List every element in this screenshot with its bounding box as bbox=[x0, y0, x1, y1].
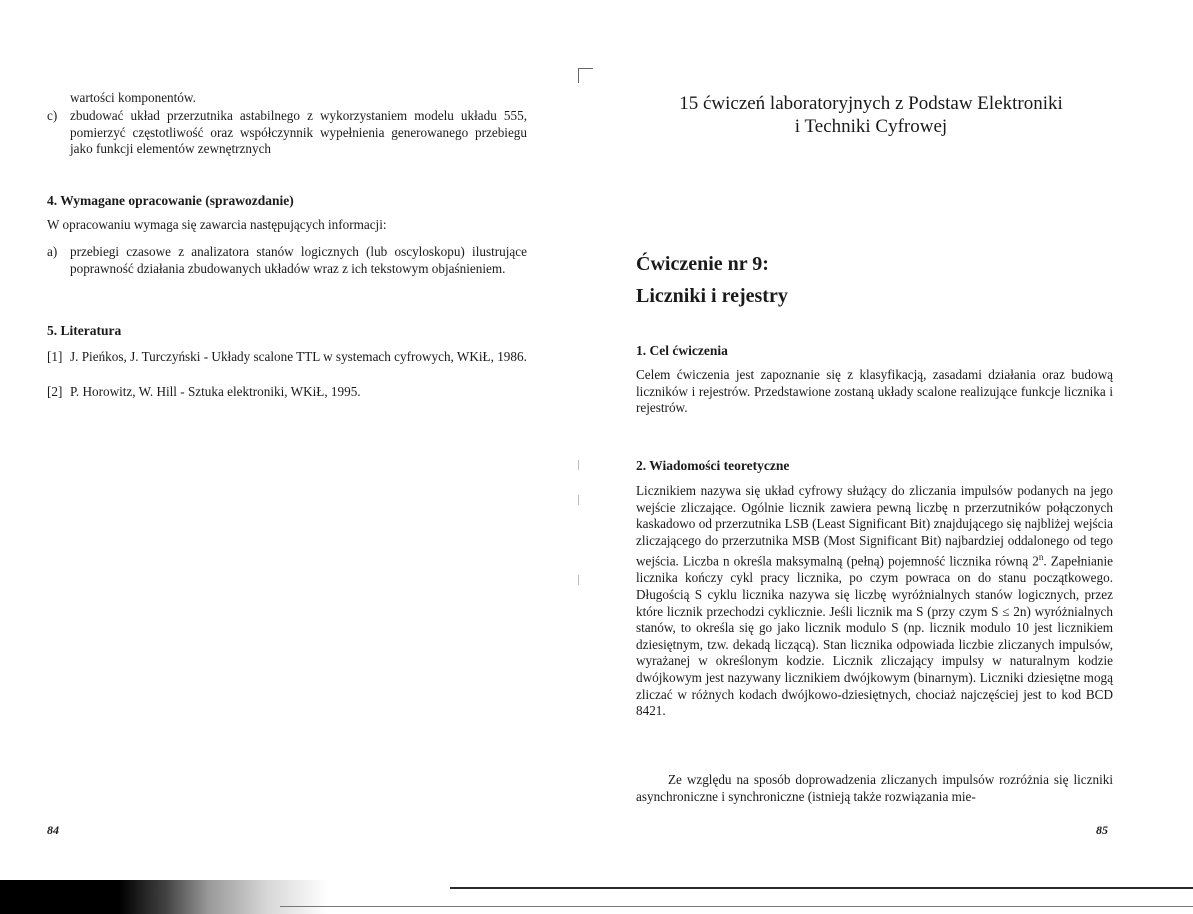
literature-marker: [2] bbox=[47, 384, 63, 399]
literature-text: J. Pieńkos, J. Turczyński - Układy scalone TTL w systemach cyfrowych, WKiŁ, 1986. bbox=[70, 349, 527, 364]
fold-mark bbox=[578, 68, 593, 83]
book-title-line-1: 15 ćwiczeń laboratoryjnych z Podstaw Elektroniki bbox=[679, 93, 1063, 114]
section-2-paragraph-2: Ze względu na sposób doprowadzenia zliczanych impulsów rozróżnia się liczniki asynchroniczne i synchroniczne (istnieją także rozwiązania mie- bbox=[636, 772, 1113, 804]
section-4-heading: 4. Wymagane opracowanie (sprawozdanie) bbox=[47, 193, 294, 208]
section-5-heading: 5. Literatura bbox=[47, 323, 122, 338]
section-2-heading: 2. Wiadomości teoretyczne bbox=[636, 458, 790, 473]
right-page bbox=[596, 0, 1193, 914]
literature-item-1 bbox=[47, 349, 527, 383]
fold-dot bbox=[578, 460, 579, 470]
section-2-paragraph-1 bbox=[636, 483, 1113, 720]
list-item-text: przebiegi czasowe z analizatora stanów logicznych (lub oscyloskopu) ilustrujące poprawność działania zbudowanych układów wraz z ich tekstowym objaśnieniem. bbox=[70, 244, 527, 276]
scan-shadow bbox=[0, 880, 596, 914]
book-title bbox=[636, 92, 1106, 138]
fold-dot bbox=[578, 575, 579, 585]
fold-dot bbox=[578, 495, 579, 505]
paragraph-text: Licznikiem nazywa się układ cyfrowy służący do zliczania impulsów podanych na jego wejście zliczające. Ogólnie licznik zawiera pewną liczbę n przerzutników połączonych kaskadowo od przerzutnika LSB (Least Significant Bit) znajdującego się najbliżej wejścia zliczającego do przerzutnika MSB (Most Significant Bit) najbardziej oddalonego od tego wejścia. Liczba n określa maksymalną (pełną) pojemność licznika równą 2 bbox=[636, 483, 1113, 569]
book-title-line-2: i Techniki Cyfrowej bbox=[794, 116, 948, 137]
list-item-a bbox=[47, 244, 527, 296]
left-page bbox=[0, 0, 596, 914]
literature-text: P. Horowitz, W. Hill - Sztuka elektroniki, WKiŁ, 1995. bbox=[70, 384, 361, 399]
exercise-title-line-2: Liczniki i rejestry bbox=[636, 285, 788, 307]
scan-edge-line bbox=[450, 887, 1193, 889]
scan-edge-line bbox=[280, 906, 1193, 907]
literature-marker: [1] bbox=[47, 349, 63, 364]
section-1-text: Celem ćwiczenia jest zapoznanie się z klasyfikacją, zasadami działania oraz budową liczników i rejestrów. Przedstawione zostaną układy scalone realizujące funkcje licznika i rejestrów. bbox=[636, 367, 1113, 416]
list-item-c bbox=[47, 108, 527, 160]
paragraph-text: . Zapełnianie licznika kończy cykl pracy licznika, po czym powraca on do stanu początkowego. Długością S cyklu licznika nazywa się liczbę wyróżnialnych stanów logicznych, przez które licznik przechodzi cyklicznie. Jeśli licznik ma S (przy czym S ≤ 2n) wyróżnialnych stanów, to określa się go jako licznik modulo S (np. licznik modulo 10 jest licznikiem dziesiętnym, tzw. dekadą liczącą). Stan licznika odpowiada liczbie zliczanych impulsów, wyrażanej w określonym kodzie. Licznik zliczający impulsy w naturalnym kodzie dwójkowym jest nazywany licznikiem dwójkowym (binarnym). Liczniki dziesiętne mogą zliczać w różnych kodach dwójkowo-dziesiętnych, chociaż najczęściej jest to kod BCD 8421. bbox=[636, 553, 1113, 719]
exercise-title bbox=[636, 252, 1116, 308]
list-marker: c) bbox=[47, 108, 58, 123]
continuation-line: wartości komponentów. bbox=[70, 90, 196, 105]
list-item-text: zbudować układ przerzutnika astabilnego z wykorzystaniem modelu układu 555, pomierzyć częstotliwość oraz współczynnik wypełnienia generowanego przebiegu jako funkcji elementów zewnętrznych bbox=[70, 108, 527, 157]
list-marker: a) bbox=[47, 244, 58, 259]
section-1-heading: 1. Cel ćwiczenia bbox=[636, 343, 728, 358]
superscript-n: n bbox=[1038, 552, 1044, 563]
page-number-right: 85 bbox=[1096, 823, 1108, 837]
page-number-left: 84 bbox=[47, 823, 59, 837]
literature-item-2 bbox=[47, 384, 527, 402]
exercise-title-line-1: Ćwiczenie nr 9: bbox=[636, 253, 769, 275]
section-4-intro: W opracowaniu wymaga się zawarcia następujących informacji: bbox=[47, 217, 387, 232]
